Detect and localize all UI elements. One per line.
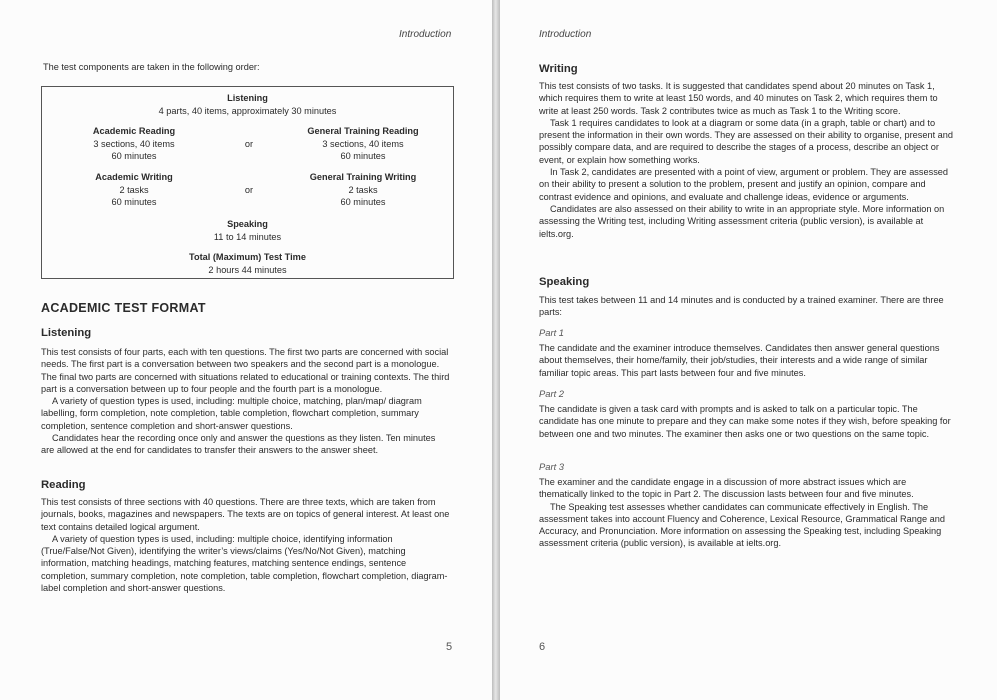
running-head: Introduction [399,29,452,40]
writing-body [539,80,955,240]
box-or: or [244,185,254,195]
running-head: Introduction [539,29,592,40]
listening-body [41,346,451,457]
part1-text: The candidate and the examiner introduce themselves. Candidates then answer general questions about themselves, their home/family, their job/studies, their interests and a wide range of similar familiar topic areas. This part lasts between four and five minutes. [539,343,940,378]
test-components-box [41,86,454,279]
paragraph: Candidates hear the recording once only and answer the questions as they listen. Ten minutes are allowed at the end for candidates to transfer their answers to the answer sheet. [41,433,436,456]
paragraph: This test consists of four parts, each with ten questions. The first two parts are concerned with social needs. The first part is a conversation between two speakers and the second part is a monologue. The final two parts are concerned with situations related to educational or training contexts. The third part is a conversation between up to four people and the fourth part is a monologue. [41,347,450,394]
speaking-heading: Speaking [539,276,590,288]
part3-body [539,476,955,550]
intro-sentence: The test components are taken in the following order: [43,62,260,72]
paragraph: The examiner and the candidate engage in a discussion of more abstract issues which are thematically linked to the topic in Part 2. The discussion lasts between four and five minutes. [539,477,914,500]
writing-heading: Writing [539,63,578,75]
box-total-time: Total (Maximum) Test Time 2 hours 44 minutes [189,252,306,275]
paragraph: A variety of question types is used, including: multiple choice, identifying information (True/False/Not Given), identifying the writer’s views/claims (Yes/No/Not Given), matching information, matching headings, matching features, matching sentence endings, sentence completion, summary completion, note completion, table completion, flowchart completion, diagram-label completion and short-answer questions. [41,533,448,594]
section-heading: ACADEMIC TEST FORMAT [41,301,206,315]
paragraph: Task 1 requires candidates to look at a diagram or some data (in a graph, table or chart) and to present the information in their own words. They are assessed on their ability to organise, present and possibly compare data, and are required to describe the stages of a process, describe an object or event, or explain how something works. [539,117,954,165]
part1-label: Part 1 [539,327,565,338]
box-general-writing: General Training Writing 2 tasks 60 minutes [309,172,417,207]
paragraph: In Task 2, candidates are presented with a point of view, argument or problem. They are assessed on their ability to present a solution to the problem, present and justify an opinion, compare and contrast evidence and opinions, and evaluate and challenge ideas, evidence or arguments. [539,167,949,202]
box-speaking: Speaking 11 to 14 minutes [213,219,282,242]
part2-text: The candidate is given a task card with prompts and is asked to talk on a particular topic. The candidate has one minute to prepare and they can make some notes if they wish, before speaking for between one and two minutes. The examiner then asks one or two questions on the same topic. [539,404,951,439]
box-academic-writing: Academic Writing 2 tasks 60 minutes [95,172,173,207]
reading-body [41,496,451,594]
paragraph: This test consists of two tasks. It is suggested that candidates spend about 20 minutes on Task 1, which requires them to write at least 150 words, and 40 minutes on Task 2, which requires them to write at least 250 words. Task 2 contributes twice as much as Task 1 to the Writing score. [539,81,938,116]
box-academic-reading: Academic Reading 3 sections, 40 items 60 minutes [92,126,176,161]
page-number: 5 [446,641,453,653]
book-gutter [492,0,500,700]
paragraph: A variety of question types is used, including: multiple choice, matching, plan/map/ diagram labelling, form completion, note completion, table completion, flowchart completion, summary completion, sentence completion and short-answer questions. [41,396,422,431]
reading-heading: Reading [41,479,86,491]
part3-label: Part 3 [539,461,565,472]
part2-label: Part 2 [539,388,565,399]
box-or: or [244,139,254,149]
left-page [0,0,492,700]
right-page [500,0,997,700]
page-number: 6 [539,641,546,653]
paragraph: The Speaking test assesses whether candidates can communicate effectively in English. The assessment takes into account Fluency and Coherence, Lexical Resource, Grammatical Range and Accuracy, and Pronunciation. More information on assessing the Speaking test, including Speaking assessment criteria (public version), is available at ielts.org. [539,501,945,549]
paragraph: This test consists of three sections with 40 questions. There are three texts, which are taken from journals, books, magazines and newspapers. The texts are on topics of general interest. At least one text contains detailed logical argument. [41,497,450,532]
box-general-reading: General Training Reading 3 sections, 40 items 60 minutes [307,126,419,161]
speaking-intro: This test takes between 11 and 14 minutes and is conducted by a trained examiner. There are three parts: [539,295,944,318]
paragraph: Candidates are also assessed on their ability to write in an appropriate style. More information on assessing the Writing test, including Writing assessment criteria (public version), is available at ielts.org. [539,203,945,239]
box-listening: Listening 4 parts, 40 items, approximately 30 minutes [158,93,337,116]
listening-heading: Listening [41,327,92,339]
